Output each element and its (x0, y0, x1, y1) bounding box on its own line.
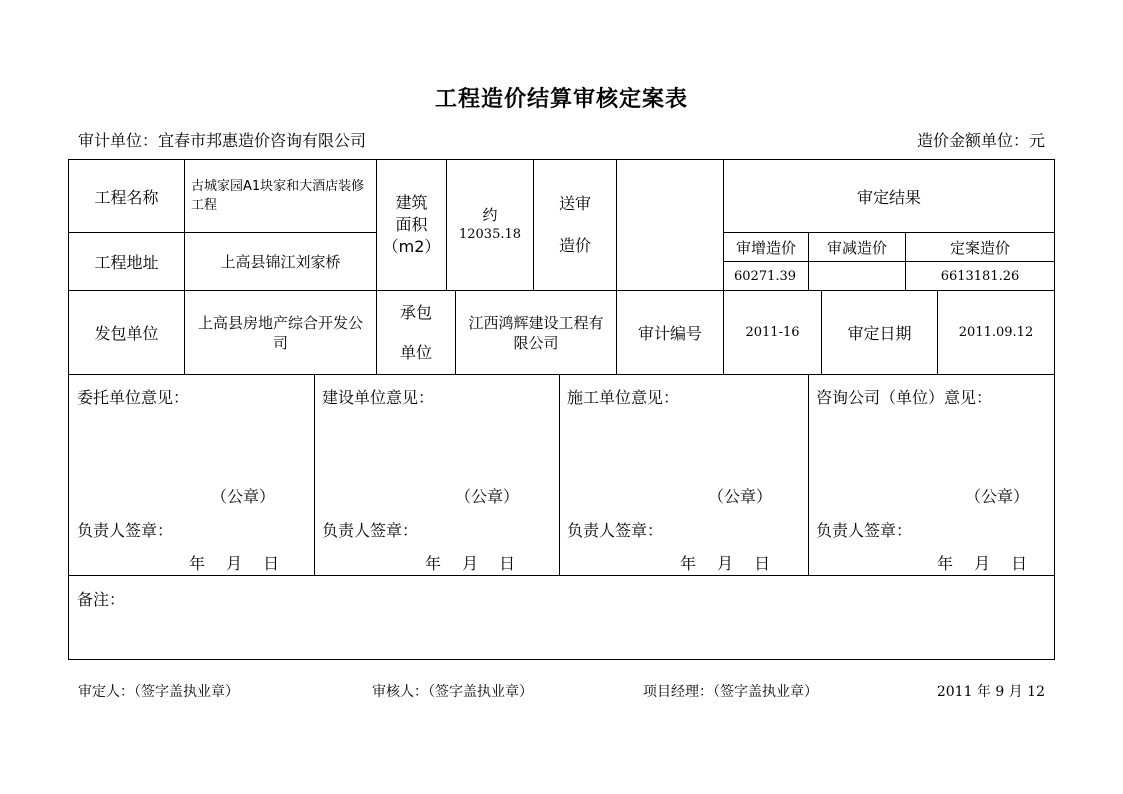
submitted-cost-label-line1: 送审 (558, 194, 591, 213)
result-column-increase: 审增造价 (735, 238, 796, 257)
opinion-date: 年 月 日 (425, 554, 516, 573)
building-area-number: 12035.18 (458, 227, 522, 242)
project-name-label: 工程名称 (94, 187, 159, 207)
remarks-section (69, 576, 1054, 659)
currency-unit (917, 128, 1045, 151)
submitted-cost-label (534, 160, 616, 290)
submitted-cost-value (617, 160, 723, 290)
opinion-title: 施工单位意见： (567, 388, 680, 407)
opinion-sign: 负责人签章： (77, 521, 174, 540)
contractor-label-line1: 承包 (399, 302, 432, 322)
building-area-prefix: 约 (482, 206, 498, 224)
project-name-value: 古城家园A1块家和大酒店装修工程 (191, 179, 365, 213)
project-address-label: 工程地址 (94, 253, 159, 272)
audit-no-value: 2011-16 (745, 325, 800, 340)
result-value-decrease (809, 262, 905, 290)
currency-unit-value: 元 (1028, 131, 1045, 150)
opinion-contractor (560, 375, 808, 575)
result-column-decrease: 审减造价 (826, 238, 887, 257)
building-area-label-line2: 面积 (395, 215, 428, 234)
result-value-increase: 60271.39 (734, 268, 797, 284)
footer-approver: 审定人：（签字盖执业章） (78, 684, 239, 700)
result-value-final: 6613181.26 (940, 268, 1020, 284)
opinion-date: 年 月 日 (937, 554, 1028, 573)
opinion-seal: （公章） (965, 487, 1030, 506)
building-area-label-line1: 建筑 (395, 193, 428, 212)
grid-line (1054, 159, 1055, 660)
result-column-final: 定案造价 (949, 238, 1010, 257)
opinion-title: 建设单位意见： (322, 388, 435, 407)
opinion-date: 年 月 日 (189, 554, 280, 573)
footer-date: 2011 年 9 月 12 (936, 684, 1045, 700)
audit-unit-label: 审计单位： (78, 131, 159, 150)
opinion-construction-unit (315, 375, 559, 575)
footer-project-manager: 项目经理：（签字盖执业章） (643, 684, 818, 700)
project-address-value: 上高县锦江刘家桥 (220, 253, 341, 271)
result-header: 审定结果 (856, 187, 921, 207)
opinion-consulting (809, 375, 1054, 575)
opinion-title: 咨询公司（单位）意见： (816, 388, 993, 407)
approval-date-value: 2011.09.12 (958, 325, 1034, 340)
grid-line (68, 659, 1055, 660)
client-value: 上高县房地产综合开发公司 (197, 313, 363, 352)
opinion-sign: 负责人签章： (816, 521, 913, 540)
opinion-seal: （公章） (211, 487, 276, 506)
currency-unit-label: 造价金额单位： (916, 131, 1029, 150)
contractor-value: 江西鸿辉建设工程有限公司 (468, 313, 604, 352)
opinion-date: 年 月 日 (680, 554, 771, 573)
document-title: 工程造价结算审核定案表 (434, 87, 688, 112)
audit-unit-value: 宜春市邦惠造价咨询有限公司 (158, 131, 367, 150)
building-area-value (447, 160, 533, 290)
opinion-sign: 负责人签章： (322, 521, 419, 540)
approval-date-label: 审定日期 (847, 324, 912, 343)
client-label: 发包单位 (94, 324, 159, 343)
contractor-label (377, 291, 455, 374)
audit-no-label: 审计编号 (637, 324, 702, 343)
audit-unit (78, 128, 366, 151)
building-area-label (377, 160, 446, 290)
opinion-client (69, 375, 314, 575)
building-area-label-line3: （m2） (382, 237, 441, 256)
footer-reviewer: 审核人：（签字盖执业章） (372, 684, 533, 700)
opinion-seal: （公章） (708, 487, 773, 506)
contractor-label-line2: 单位 (399, 342, 432, 362)
remarks-label: 备注： (77, 590, 126, 609)
opinion-title: 委托单位意见： (77, 388, 190, 407)
opinion-sign: 负责人签章： (567, 521, 664, 540)
submitted-cost-label-line2: 造价 (558, 236, 591, 255)
opinion-seal: （公章） (455, 487, 520, 506)
